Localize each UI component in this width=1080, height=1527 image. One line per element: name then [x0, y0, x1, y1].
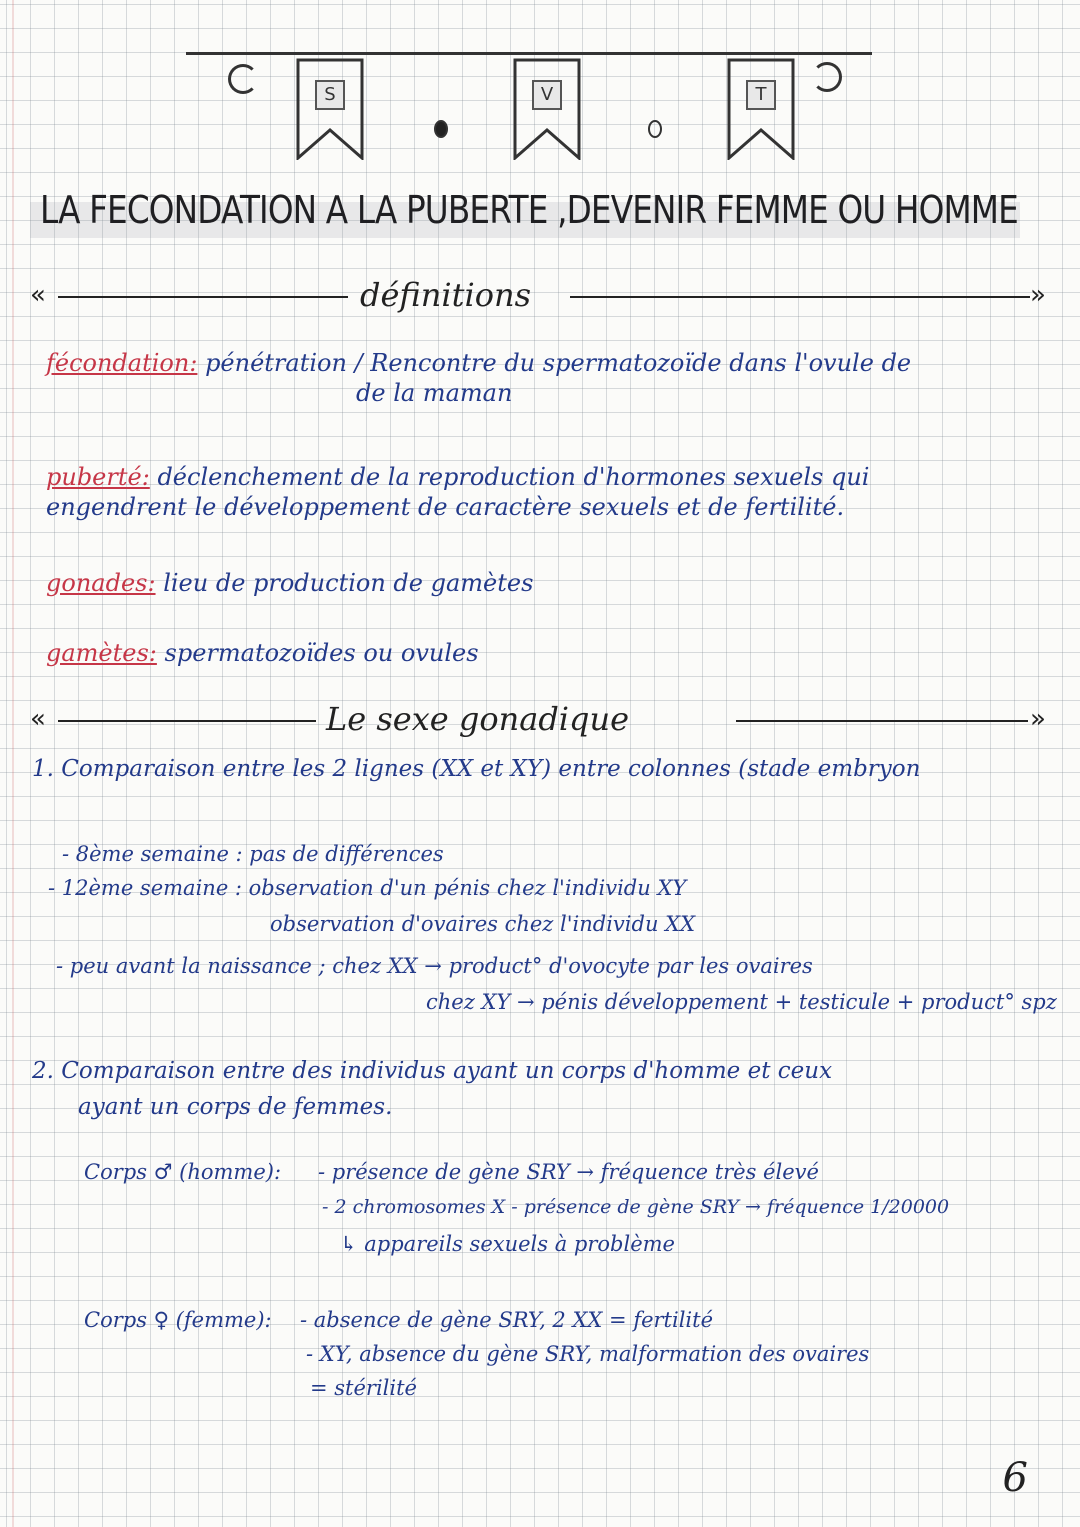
definition-gonades-text: lieu de production de gamètes	[163, 569, 534, 597]
point1-line-b: - 12ème semaine : observation d'un pénis chez l'individu XY	[48, 876, 687, 900]
section-divider-sexe-gonadique	[30, 700, 1054, 740]
double-arrow-left-icon: «	[30, 704, 46, 734]
banner-rope	[186, 52, 872, 55]
point1-line-e: chez XY → pénis développement + testicule + product° spz	[426, 990, 1057, 1014]
point2-homme-line-2: - 2 chromosomes X - présence de gène SRY → fréquence 1/20000	[322, 1196, 950, 1218]
margin-line	[12, 0, 14, 1527]
banner-hook-left	[228, 64, 258, 94]
definition-puberte-text-1: déclenchement de la reproduction d'hormones sexuels qui	[157, 463, 870, 491]
term-puberte: puberté:	[46, 463, 150, 491]
section-label-definitions: définitions	[360, 276, 531, 314]
banner-flag-t	[726, 58, 796, 160]
definition-fecondation-text-2: de la maman	[356, 379, 513, 407]
banner-hook-right	[812, 62, 842, 92]
double-arrow-right-icon: »	[1030, 704, 1046, 734]
double-arrow-left-icon: «	[30, 280, 46, 310]
section-divider-definitions	[30, 276, 1054, 316]
point1-line-c: observation d'ovaires chez l'individu XX	[270, 912, 696, 936]
term-gonades: gonades:	[46, 569, 156, 597]
definition-puberte-text-2: engendrent le développement de caractère sexuels et de fertilité.	[46, 493, 845, 521]
point2-homme-line-1: - présence de gène SRY → fréquence très élevé	[318, 1160, 819, 1184]
point2-heading-1: 2. Comparaison entre des individus ayant un corps d'homme et ceux	[32, 1058, 833, 1084]
definition-gonades	[46, 568, 1056, 598]
page-number: 6	[1002, 1455, 1028, 1501]
point2-femme-line-3: = stérilité	[310, 1376, 417, 1400]
point2-heading-2: ayant un corps de femmes.	[78, 1094, 393, 1120]
banner-letter-t: T	[746, 80, 776, 110]
point2-homme-line-3: ↳ appareils sexuels à problème	[340, 1232, 675, 1256]
term-fecondation: fécondation:	[46, 349, 198, 377]
definition-puberte	[46, 462, 1056, 522]
point1-heading: 1. Comparaison entre les 2 lignes (XX et XY) entre colonnes (stade embryon	[32, 756, 921, 782]
double-arrow-right-icon: »	[1030, 280, 1046, 310]
point1-line-a: - 8ème semaine : pas de différences	[62, 842, 444, 866]
point2-femme-line-1: - absence de gène SRY, 2 XX = fertilité	[300, 1308, 714, 1332]
banner-flag-s	[295, 58, 365, 160]
banner-letter-s: S	[315, 80, 345, 110]
banner-flag-v	[512, 58, 582, 160]
page-title: LA FECONDATION A LA PUBERTE ,DEVENIR FEMME OU HOMME	[40, 188, 1018, 232]
section-label-sexe-gonadique: Le sexe gonadique	[326, 700, 630, 738]
banner-letter-v: V	[532, 80, 562, 110]
definition-fecondation	[46, 348, 1056, 408]
definition-gametes-text: spermatozoïdes ou ovules	[164, 639, 479, 667]
point2-homme-label: Corps ♂ (homme):	[84, 1160, 282, 1184]
point2-femme-line-2: - XY, absence du gène SRY, malformation des ovaires	[306, 1342, 870, 1366]
definition-fecondation-text-1: pénétration / Rencontre du spermatozoïde dans l'ovule de	[205, 349, 912, 377]
banner-bead-2	[648, 120, 662, 138]
term-gametes: gamètes:	[46, 639, 157, 667]
point1-line-d: - peu avant la naissance ; chez XX → product° d'ovocyte par les ovaires	[56, 954, 813, 978]
banner-bead-1	[434, 120, 448, 138]
definition-gametes	[46, 638, 1056, 668]
point2-femme-label: Corps ♀ (femme):	[84, 1308, 272, 1332]
